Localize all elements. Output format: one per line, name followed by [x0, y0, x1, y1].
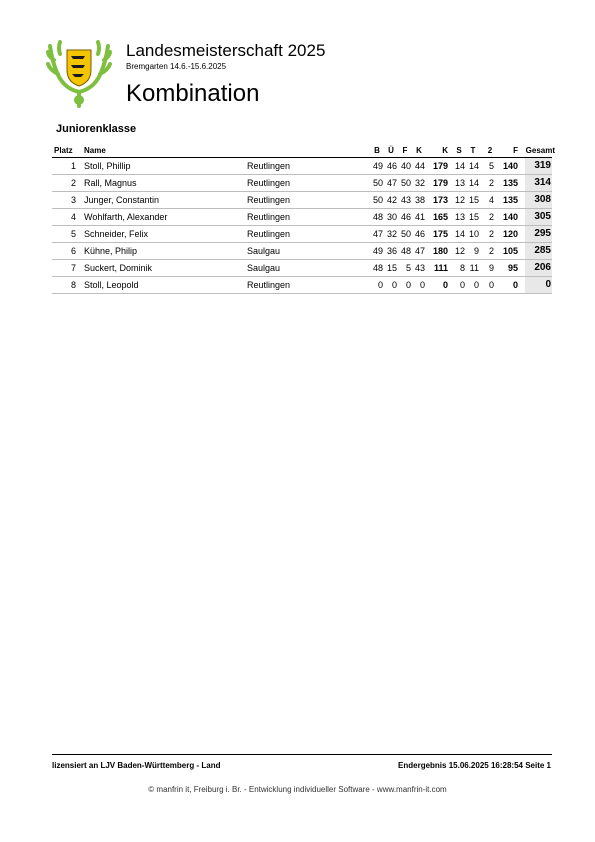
cell-s: 14 [454, 161, 465, 171]
cell-f: 43 [400, 195, 411, 205]
cell-s: 14 [454, 229, 465, 239]
cell-name: Schneider, Felix [84, 229, 149, 239]
cell-b: 48 [372, 263, 383, 273]
cell-b: 50 [372, 178, 383, 188]
cell-b: 49 [372, 246, 383, 256]
cell-f: 46 [400, 212, 411, 222]
cell-club: Reutlingen [247, 212, 291, 222]
cell-f: 50 [400, 229, 411, 239]
table-row [52, 226, 552, 243]
cell-ue: 32 [386, 229, 397, 239]
cell-s: 12 [454, 195, 465, 205]
col-platz: Platz [54, 146, 73, 155]
table-row [52, 175, 552, 192]
cell-k-sum: 165 [432, 212, 448, 222]
cell-s: 13 [454, 178, 465, 188]
cell-name: Stoll, Leopold [84, 280, 139, 290]
cell-gesamt: 206 [534, 262, 551, 273]
cell-name: Kühne, Philip [84, 246, 138, 256]
cell-f-sum: 95 [507, 263, 518, 273]
cell-f-sum: 135 [502, 195, 518, 205]
cell-name: Junger, Constantin [84, 195, 160, 205]
cell-two: 0 [488, 280, 494, 290]
cell-k: 46 [414, 229, 425, 239]
cell-f: 48 [400, 246, 411, 256]
cell-k: 32 [414, 178, 425, 188]
cell-k: 44 [414, 161, 425, 171]
coat-of-arms-icon [46, 40, 112, 110]
page-heading: Kombination [126, 80, 260, 107]
cell-f: 5 [405, 263, 411, 273]
col-b: B [374, 146, 380, 155]
cell-b: 49 [372, 161, 383, 171]
cell-k-sum: 180 [432, 246, 448, 256]
cell-k-sum: 0 [442, 280, 448, 290]
copyright-line: © manfrin it, Freiburg i. Br. - Entwicklung individueller Software - www.manfrin-it.com [148, 785, 447, 794]
cell-ue: 36 [386, 246, 397, 256]
cell-name: Wohlfarth, Alexander [84, 212, 168, 222]
cell-s: 13 [454, 212, 465, 222]
footer-license: lizensiert an LJV Baden-Württemberg - Land [52, 761, 221, 770]
cell-club: Saulgau [247, 263, 281, 273]
cell-name: Suckert, Dominik [84, 263, 153, 273]
cell-platz: 5 [70, 229, 76, 239]
event-subtitle: Bremgarten 14.6.-15.6.2025 [126, 62, 227, 71]
col-ue: Ü [388, 146, 394, 155]
cell-f-sum: 105 [502, 246, 518, 256]
table-row [52, 260, 552, 277]
cell-t: 15 [468, 195, 479, 205]
cell-platz: 1 [70, 161, 76, 171]
cell-k-sum: 179 [432, 161, 448, 171]
cell-two: 2 [488, 246, 494, 256]
cell-k: 0 [419, 280, 425, 290]
cell-platz: 3 [70, 195, 76, 205]
table-body [52, 158, 552, 294]
cell-t: 14 [468, 161, 479, 171]
cell-ue: 46 [386, 161, 397, 171]
cell-ue: 42 [386, 195, 397, 205]
col-f-sum: F [513, 146, 518, 155]
col-t: T [470, 146, 476, 155]
cell-k-sum: 175 [432, 229, 448, 239]
cell-platz: 8 [70, 280, 76, 290]
results-table [52, 144, 555, 294]
cell-k: 47 [414, 246, 425, 256]
cell-t: 14 [468, 178, 479, 188]
col-k-sum: K [442, 146, 448, 155]
cell-club: Reutlingen [247, 229, 291, 239]
footer-result: Endergebnis 15.06.2025 16:28:54 Seite 1 [398, 761, 551, 770]
cell-club: Reutlingen [247, 280, 291, 290]
col-two: 2 [487, 146, 493, 155]
cell-ue: 0 [391, 280, 397, 290]
cell-ue: 30 [386, 212, 397, 222]
event-title: Landesmeisterschaft 2025 [126, 41, 326, 60]
cell-gesamt: 314 [534, 177, 551, 188]
table-row [52, 158, 552, 175]
table-row [52, 277, 552, 294]
cell-t: 0 [473, 280, 479, 290]
cell-b: 47 [372, 229, 383, 239]
cell-gesamt: 295 [534, 228, 551, 239]
cell-f-sum: 140 [502, 212, 518, 222]
cell-gesamt: 0 [545, 279, 551, 290]
cell-platz: 7 [70, 263, 76, 273]
cell-two: 2 [488, 212, 494, 222]
cell-s: 8 [459, 263, 465, 273]
col-f: F [402, 146, 408, 155]
cell-gesamt: 305 [534, 211, 551, 222]
cell-platz: 6 [70, 246, 76, 256]
cell-b: 50 [372, 195, 383, 205]
cell-t: 10 [468, 229, 479, 239]
cell-k-sum: 111 [433, 263, 448, 273]
cell-ue: 47 [386, 178, 397, 188]
cell-k-sum: 179 [432, 178, 448, 188]
cell-k-sum: 173 [432, 195, 448, 205]
cell-club: Reutlingen [247, 178, 291, 188]
cell-b: 0 [377, 280, 383, 290]
cell-platz: 4 [70, 212, 76, 222]
cell-club: Reutlingen [247, 161, 291, 171]
cell-s: 0 [459, 280, 465, 290]
cell-club: Saulgau [247, 246, 281, 256]
cell-k: 41 [414, 212, 425, 222]
cell-f-sum: 0 [512, 280, 518, 290]
cell-b: 48 [372, 212, 383, 222]
cell-f-sum: 135 [502, 178, 518, 188]
cell-name: Stoll, Phillip [84, 161, 131, 171]
table-row [52, 192, 552, 209]
cell-f-sum: 120 [502, 229, 518, 239]
table-row [52, 243, 552, 260]
cell-k: 43 [414, 263, 425, 273]
cell-two: 9 [488, 263, 494, 273]
cell-gesamt: 308 [534, 194, 551, 205]
cell-k: 38 [414, 195, 425, 205]
cell-t: 11 [469, 263, 479, 273]
col-s: S [456, 146, 462, 155]
footer-divider [52, 754, 552, 755]
cell-two: 5 [488, 161, 494, 171]
class-name: Juniorenklasse [56, 123, 137, 135]
col-k: K [416, 146, 422, 155]
cell-f-sum: 140 [502, 161, 518, 171]
col-gesamt: Gesamt [525, 146, 555, 155]
cell-gesamt: 319 [534, 160, 551, 171]
cell-gesamt: 285 [534, 245, 551, 256]
cell-f: 40 [400, 161, 411, 171]
cell-club: Reutlingen [247, 195, 291, 205]
cell-two: 4 [488, 195, 494, 205]
cell-ue: 15 [386, 263, 397, 273]
cell-two: 2 [488, 229, 494, 239]
table-row [52, 209, 552, 226]
cell-s: 12 [454, 246, 465, 256]
cell-platz: 2 [70, 178, 76, 188]
cell-two: 2 [488, 178, 494, 188]
cell-f: 50 [400, 178, 411, 188]
cell-name: Rall, Magnus [84, 178, 137, 188]
col-name: Name [84, 146, 106, 155]
cell-f: 0 [405, 280, 411, 290]
cell-t: 15 [468, 212, 479, 222]
table-header [52, 144, 555, 158]
cell-t: 9 [473, 246, 479, 256]
